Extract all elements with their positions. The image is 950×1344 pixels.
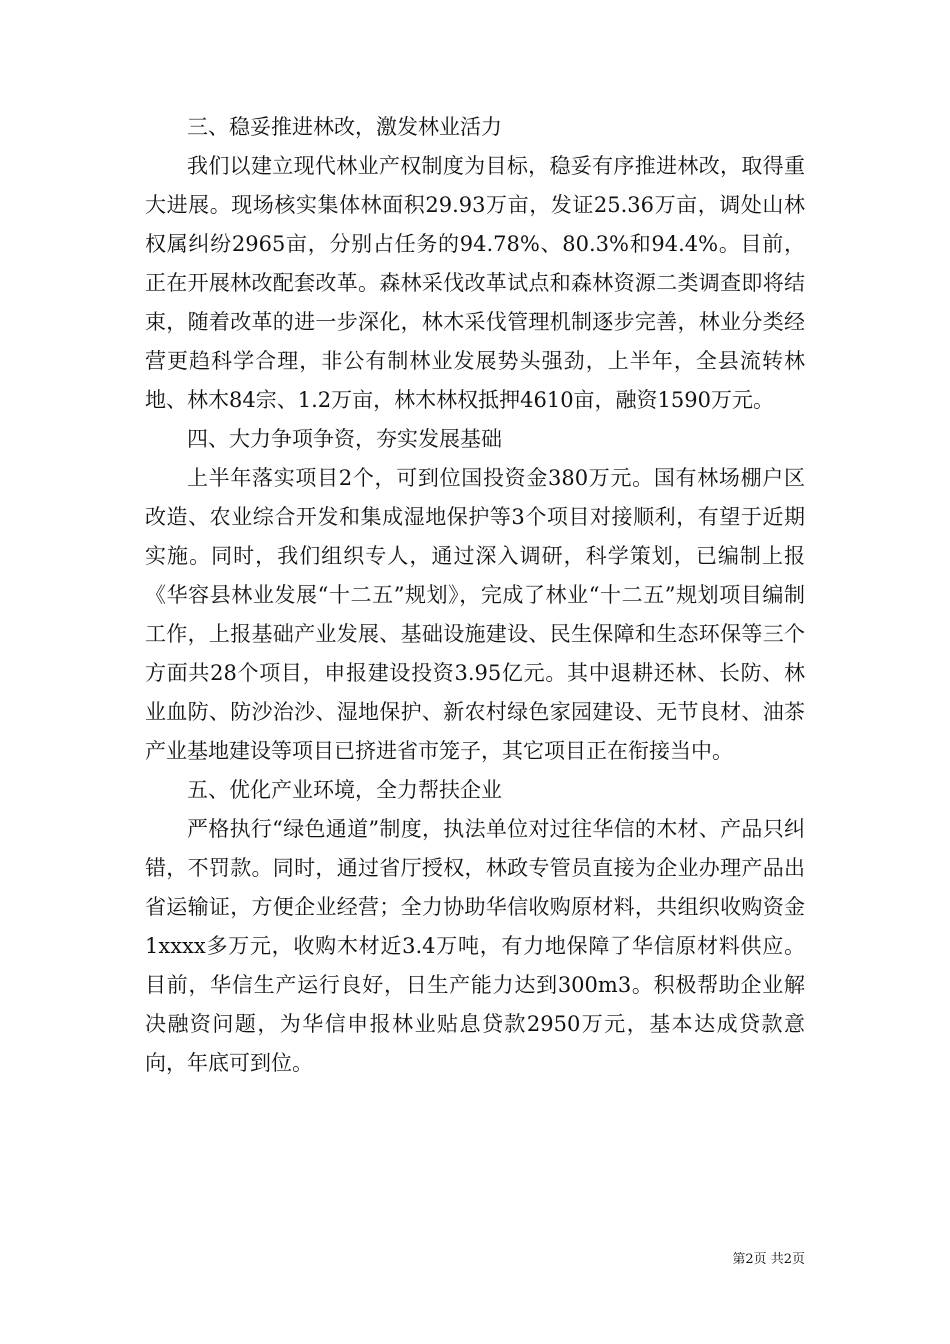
section-heading: 三、稳妥推进林改，激发林业活力 — [187, 115, 502, 139]
section-paragraph: 严格执行“绿色通道”制度，执法单位对过往华信的木材、产品只纠错，不罚款。同时，通过省厅授权，林政专管员直接为企业办理产品出省运输证，方便企业经营；全力协助华信收购原材料，共组织收购资金1xxxx多万元，收购木材近3.4万吨，有力地保障了华信原材料供应。目前，华信生产运行良好，日生产能力达到300m3。积极帮助企业解决融资问题，为华信申报林业贴息贷款2950万元，基本达成贷款意向，年底可到位。 — [145, 817, 805, 1075]
section-heading: 四、大力争项争资，夯实发展基础 — [187, 427, 502, 451]
page-number: 第2页 共2页 — [732, 1252, 805, 1267]
section-heading: 五、优化产业环境，全力帮扶企业 — [187, 778, 502, 802]
section-paragraph: 上半年落实项目2个，可到位国投资金380万元。国有林场棚户区改造、农业综合开发和集成湿地保护等3个项目对接顺利，有望于近期实施。同时，我们组织专人，通过深入调研，科学策划，已编制上报《华容县林业发展“十二五”规划》，完成了林业“十二五”规划项目编制工作，上报基础产业发展、基础设施建设、民生保障和生态环保等三个方面共28个项目，申报建设投资3.95亿元。其中退耕还林、长防、林业血防、防沙治沙、湿地保护、新农村绿色家园建设、无节良材、油茶产业基地建设等项目已挤进省市笼子，其它项目正在衔接当中。 — [145, 466, 805, 763]
document-body — [145, 108, 805, 1083]
section-paragraph: 我们以建立现代林业产权制度为目标，稳妥有序推进林改，取得重大进展。现场核实集体林面积29.93万亩，发证25.36万亩，调处山林权属纠纷2965亩，分别占任务的94.78%、80.3%和94.4%。目前，正在开展林改配套改革。森林采伐改革试点和森林资源二类调查即将结束，随着改革的进一步深化，林木采伐管理机制逐步完善，林业分类经营更趋科学合理，非公有制林业发展势头强劲，上半年，全县流转林地、林木84宗、1.2万亩，林木林权抵押4610亩，融资1590万元。 — [145, 154, 805, 412]
